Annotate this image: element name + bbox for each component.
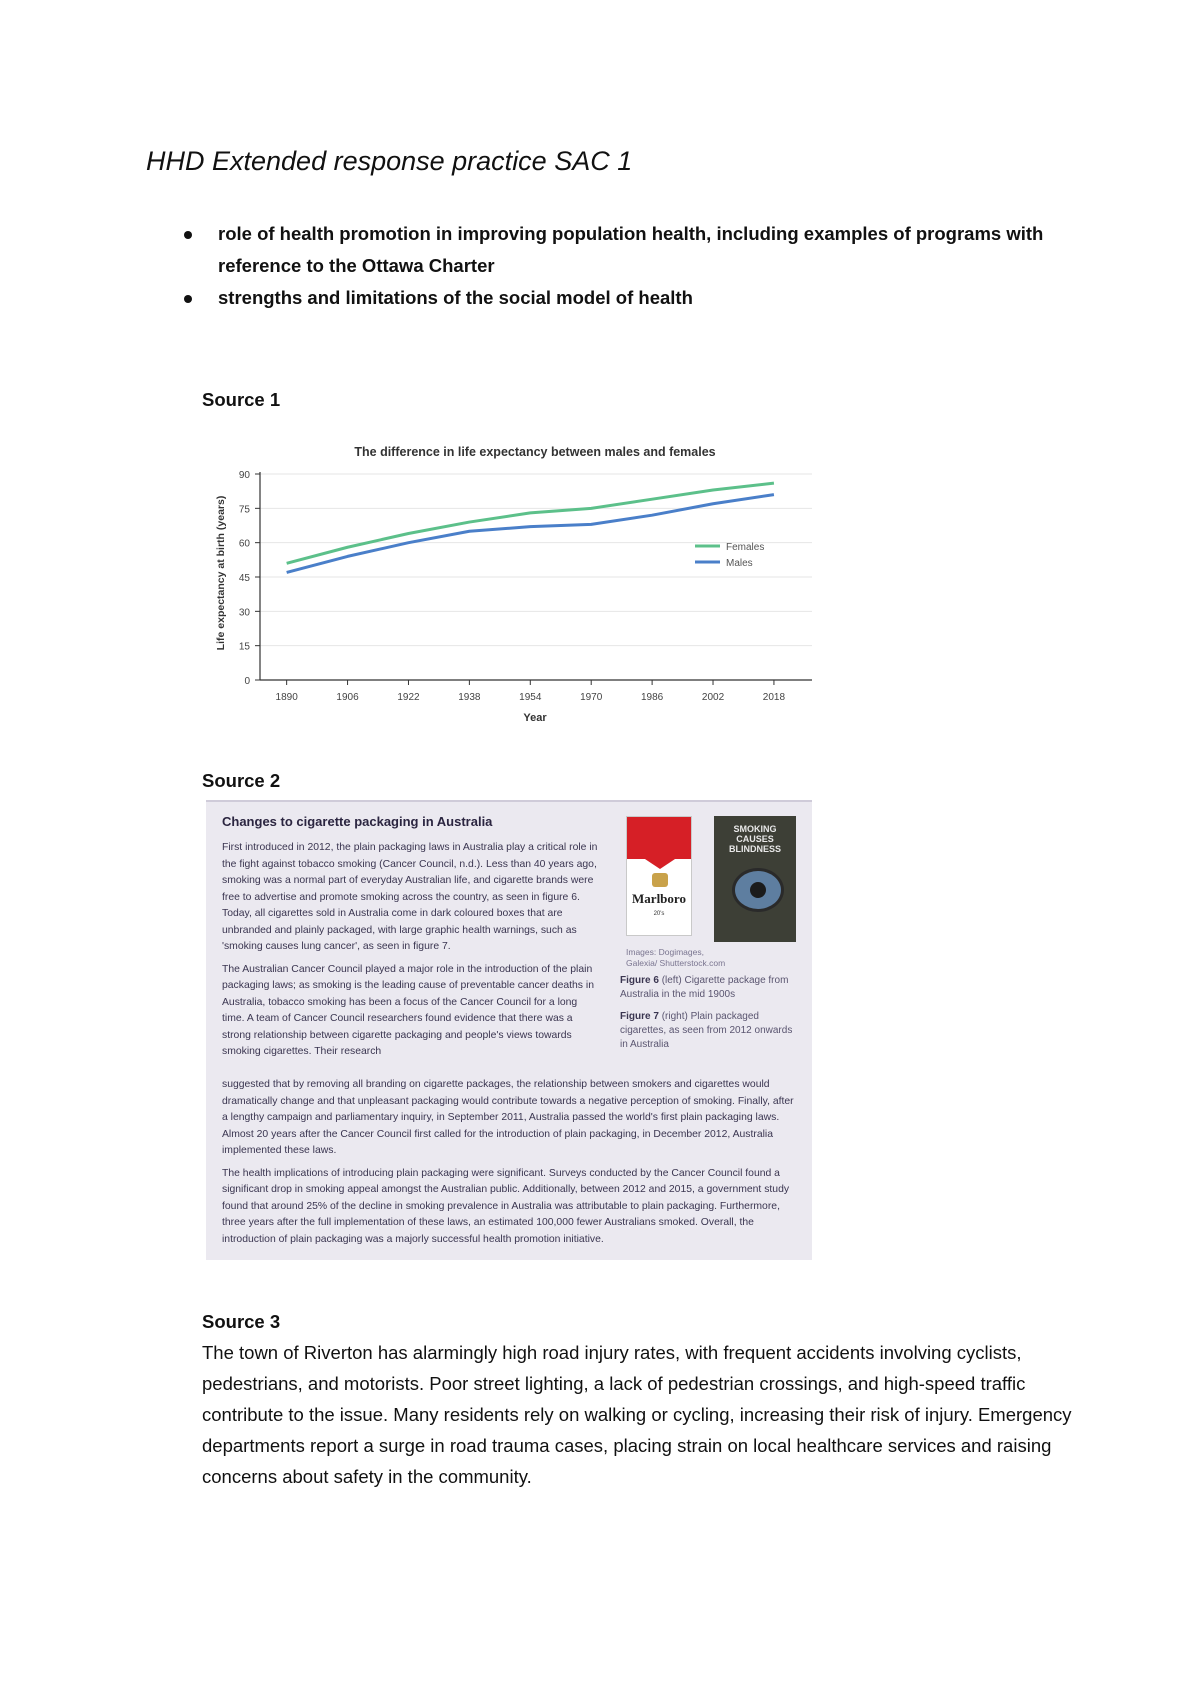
excerpt-body-wide <box>222 1077 796 1254</box>
source-1-label: Source 1 <box>202 389 281 410</box>
chart-title: The difference in life expectancy between males and females <box>354 445 716 459</box>
list-item-text: strengths and limitations of the social model of health <box>218 287 693 308</box>
excerpt-paragraph: The Australian Cancer Council played a major role in the introduction of the plain packaging laws; as smoking is the leading cause of preventable cancer deaths in Australia, tobacco smoking has been a focus of the Cancer Council for a long time. A team of Cancer Council researchers found evidence that there was a strong relationship between cigarette packaging and people's views towards smoking cigarettes. Their research <box>222 963 594 1057</box>
pack-tag: 20's <box>653 911 665 917</box>
x-axis-label: Year <box>523 712 547 724</box>
excerpt-heading: Changes to cigarette packaging in Australia <box>222 814 493 829</box>
excerpt-paragraph: The health implications of introducing plain packaging were significant. Surveys conducted by the Cancer Council found a significant drop in smoking appeal amongst the Australian public. Additionally, between 2012 and 2015, a government study found that around 25% of the decline in smoking prevalence in Australia was attributable to plain packaging. Furthermore, three years after the full implementation of these laws, an estimated 100,000 fewer Australians smoked. Overall, the introduction of plain packaging was a majorly successful health promotion initiative. <box>222 1167 790 1245</box>
pupil <box>750 882 766 898</box>
y-tick-label: 15 <box>238 641 250 653</box>
x-tick-label: 1954 <box>519 692 542 703</box>
pack-chevron <box>627 847 692 869</box>
list-item <box>182 282 1082 314</box>
y-axis-label: Life expectancy at birth (years) <box>215 495 227 651</box>
bullet-icon <box>184 231 192 239</box>
excerpt-paragraph: suggested that by removing all branding on cigarette packages, the relationship between smokers and cigarettes would dramatically change and that unpleasant packaging would contribute towards a negative perception of smoking. Finally, after a lengthy campaign and parliamentary inquiry, in September 2011, Australia passed the world's first plain packaging laws. Almost 20 years after the Cancer Council first called for the introduction of plain packaging, in December 2012, Australia implemented these laws. <box>222 1079 794 1156</box>
list-item <box>182 218 1082 282</box>
y-tick-label: 60 <box>238 538 250 550</box>
legend-label: Males <box>726 558 753 569</box>
crest-icon <box>652 873 668 887</box>
image-credit: Images: Dogimages, Galexia/ Shutterstock.com <box>626 947 726 968</box>
branded-cigarette-pack-image <box>626 816 692 936</box>
x-tick-label: 1986 <box>640 692 664 703</box>
y-tick-label: 75 <box>238 504 250 516</box>
list-item-text: role of health promotion in improving population health, including examples of programs with reference to the Ottawa Charter <box>218 223 1044 276</box>
x-tick-label: 1922 <box>397 692 420 703</box>
legend-label: Females <box>726 542 765 553</box>
y-tick-label: 45 <box>238 573 250 584</box>
topic-list <box>182 218 1082 314</box>
plain-cigarette-pack-image <box>714 816 796 942</box>
x-tick-label: 1970 <box>580 692 603 703</box>
figure-7-caption <box>620 1010 800 1052</box>
figure-7-text: (right) Plain packaged cigarettes, as seen from 2012 onwards in Australia <box>620 1011 793 1050</box>
figure-7-label: Figure 7 <box>620 1011 659 1022</box>
life-expectancy-chart <box>200 438 820 738</box>
x-tick-label: 1906 <box>336 692 359 703</box>
bullet-icon <box>184 295 192 303</box>
page-title: HHD Extended response practice SAC 1 <box>146 146 633 176</box>
excerpt-body <box>222 840 602 1067</box>
pack-warning: SMOKING CAUSES BLINDNESS <box>728 824 781 854</box>
source-3-text: The town of Riverton has alarmingly high road injury rates, with frequent accidents involving cyclists, pedestrians, and motorists. Poor street lighting, a lack of pedestrian crossings, and high-speed traffic contribute to the issue. Many residents rely on walking or cycling, increasing their risk of injury. Emergency departments report a surge in road trauma cases, placing strain on local healthcare services and raising concerns about safety in the community. <box>202 1342 1072 1487</box>
y-tick-label: 90 <box>238 470 250 481</box>
figure-6-text: (left) Cigarette package from Australia in the mid 1900s <box>620 975 789 1000</box>
source-3-label: Source 3 <box>202 1311 281 1332</box>
source-3 <box>202 1306 1082 1492</box>
figure-6-label: Figure 6 <box>620 975 659 986</box>
pack-brand: Marlboro <box>632 891 686 906</box>
excerpt-paragraph: First introduced in 2012, the plain packaging laws in Australia play a critical role in the fight against tobacco smoking (Cancer Council, n.d.). Less than 40 years ago, smoking was a normal part of everyday Australian life, and cigarette brands were free to advertise and promote smoking across the country, as seen in figure 6. Today, all cigarettes sold in Australia come in dark coloured boxes that are unbranded and plainly packaged, with large graphic health warnings, such as 'smoking causes lung cancer', as seen in figure 7. <box>222 842 598 952</box>
source-2-excerpt <box>206 800 812 1260</box>
y-tick-label: 30 <box>238 607 250 619</box>
eye-icon <box>732 868 784 912</box>
x-tick-label: 2002 <box>701 692 725 703</box>
x-tick-label: 2018 <box>762 692 786 703</box>
x-tick-label: 1890 <box>275 692 298 703</box>
series-line-females <box>287 483 774 563</box>
source-2-label: Source 2 <box>202 770 281 791</box>
y-tick-label: 0 <box>244 676 250 687</box>
x-tick-label: 1938 <box>458 692 481 703</box>
figure-6-caption <box>620 974 800 1002</box>
